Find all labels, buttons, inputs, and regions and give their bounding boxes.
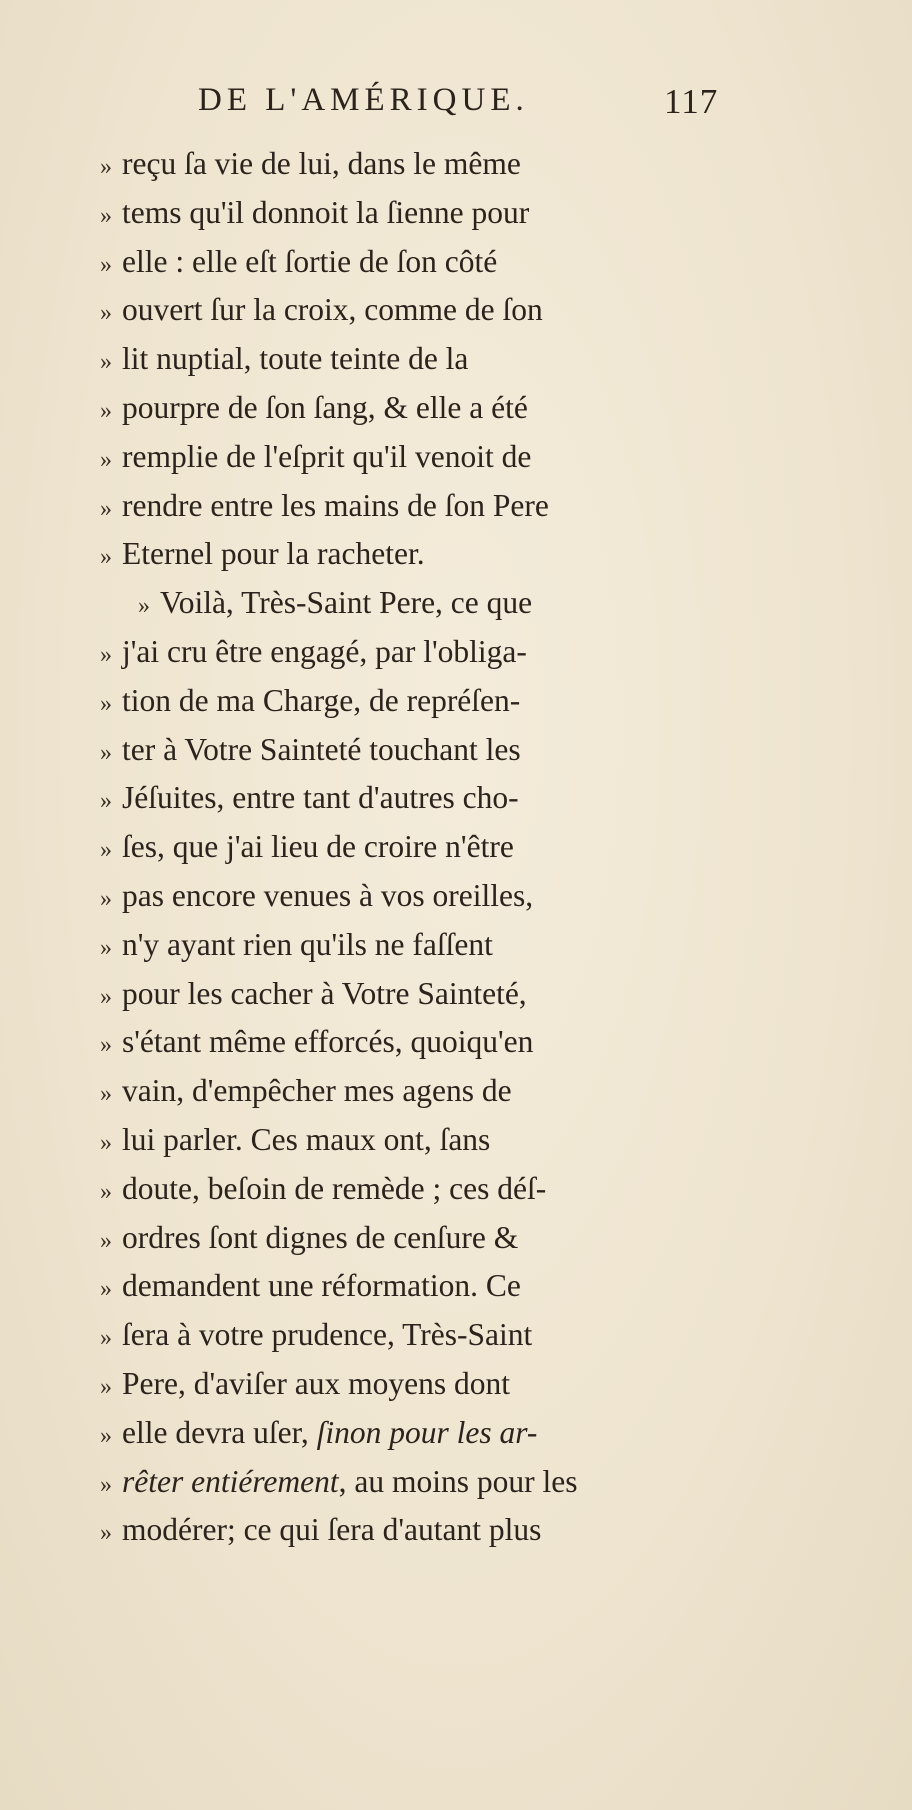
- text-line: [100, 1311, 760, 1360]
- quote-mark: »: [100, 154, 112, 180]
- quote-mark: »: [100, 397, 112, 424]
- quote-mark: »: [100, 934, 112, 961]
- line-text: n'y ayant rien qu'ils ne faſſent: [122, 926, 493, 962]
- quote-mark: »: [100, 1471, 112, 1498]
- quote-mark: »: [100, 251, 112, 278]
- line-text: modérer; ce qui ſera d'autant plus: [122, 1512, 542, 1548]
- text-line: [100, 238, 760, 287]
- line-text: Eternel pour la racheter.: [122, 536, 425, 572]
- text-line: [100, 1458, 760, 1507]
- text-line: [100, 774, 760, 823]
- text-line: [100, 482, 760, 531]
- line-text: rendre entre les mains de ſon Pere: [122, 487, 549, 523]
- text-line: [100, 1360, 760, 1409]
- quote-mark: »: [100, 641, 112, 668]
- quote-mark: »: [100, 1422, 112, 1449]
- line-text: , au moins pour les: [338, 1463, 578, 1499]
- text-line: [100, 530, 760, 579]
- text-line: [100, 1116, 760, 1165]
- line-text: elle : elle eſt ſortie de ſon côté: [122, 243, 498, 279]
- line-text: ter à Votre Sainteté touchant les: [122, 731, 521, 767]
- page-header: [0, 82, 912, 132]
- quote-mark: »: [100, 885, 112, 912]
- text-line: [100, 1262, 760, 1311]
- line-text: doute, beſoin de remède ; ces déſ-: [122, 1170, 547, 1206]
- text-line: [100, 970, 760, 1019]
- text-line: [100, 1018, 760, 1067]
- quote-mark: »: [100, 202, 112, 229]
- quote-mark: »: [100, 739, 112, 766]
- text-line: [100, 1067, 760, 1116]
- quote-mark: »: [100, 837, 112, 864]
- text-line: [100, 1165, 760, 1214]
- text-line: [100, 677, 760, 726]
- text-line: [100, 872, 760, 921]
- body-text: [100, 140, 760, 1555]
- text-line-paragraph-start: [100, 579, 760, 628]
- line-text: tems qu'il donnoit la ſienne pour: [122, 194, 530, 230]
- line-text: vain, d'empêcher mes agens de: [122, 1073, 512, 1109]
- line-text: pour les cacher à Votre Sainteté,: [122, 975, 527, 1011]
- line-italic-text: rêter entiérement: [122, 1463, 339, 1499]
- text-line: [100, 140, 760, 189]
- text-line: [100, 628, 760, 677]
- line-text: ſera à votre prudence, Très-Saint: [122, 1317, 533, 1353]
- text-line: [100, 335, 760, 384]
- quote-mark: »: [100, 1276, 112, 1303]
- line-text: pas encore venues à vos oreilles,: [122, 877, 534, 913]
- line-text: j'ai cru être engagé, par l'obliga-: [122, 633, 527, 669]
- quote-mark: »: [100, 983, 112, 1010]
- quote-mark: »: [100, 788, 112, 815]
- line-text: demandent une réformation. Ce: [122, 1268, 521, 1304]
- line-text: pourpre de ſon ſang, & elle a été: [122, 389, 528, 425]
- text-line: [100, 726, 760, 775]
- line-text: lit nuptial, toute teinte de la: [122, 341, 469, 377]
- quote-mark: »: [100, 495, 112, 522]
- line-text: Pere, d'aviſer aux moyens dont: [122, 1365, 510, 1401]
- line-italic-text: ſinon pour les ar-: [316, 1414, 538, 1450]
- text-line: [100, 1506, 760, 1555]
- text-line: [100, 921, 760, 970]
- text-line: [100, 384, 760, 433]
- text-line: [100, 189, 760, 238]
- line-text: tion de ma Charge, de repréſen-: [122, 682, 521, 718]
- quote-mark: »: [100, 1032, 112, 1059]
- quote-mark: »: [100, 349, 112, 376]
- line-text: reçu ſa vie de lui, dans le même: [122, 146, 521, 181]
- quote-mark: »: [100, 1520, 112, 1547]
- quote-mark: »: [100, 1129, 112, 1156]
- line-text: Jéſuites, entre tant d'autres cho-: [122, 780, 519, 816]
- quote-mark: »: [138, 593, 150, 620]
- line-text: ſes, que j'ai lieu de croire n'être: [122, 829, 514, 865]
- line-text: lui parler. Ces maux ont, ſans: [122, 1121, 491, 1157]
- page-number: 117: [664, 82, 719, 121]
- running-title: DE L'AMÉRIQUE.: [198, 82, 529, 118]
- line-text: elle devra uſer,: [122, 1414, 309, 1450]
- line-text: remplie de l'eſprit qu'il venoit de: [122, 438, 532, 474]
- line-text: Voilà, Très-Saint Pere, ce que: [160, 585, 533, 621]
- line-text: ouvert ſur la croix, comme de ſon: [122, 292, 543, 328]
- quote-mark: »: [100, 300, 112, 327]
- quote-mark: »: [100, 690, 112, 717]
- quote-mark: »: [100, 1373, 112, 1400]
- quote-mark: »: [100, 1081, 112, 1108]
- line-text: ordres ſont dignes de cenſure &: [122, 1219, 519, 1255]
- quote-mark: »: [100, 1178, 112, 1205]
- quote-mark: »: [100, 446, 112, 473]
- quote-mark: »: [100, 1325, 112, 1352]
- text-line: [100, 286, 760, 335]
- text-line: [100, 823, 760, 872]
- quote-mark: »: [100, 1227, 112, 1254]
- text-line: [100, 1214, 760, 1263]
- line-text: s'étant même efforcés, quoiqu'en: [122, 1024, 534, 1060]
- text-line: [100, 433, 760, 482]
- text-line: [100, 1409, 760, 1458]
- quote-mark: »: [100, 544, 112, 571]
